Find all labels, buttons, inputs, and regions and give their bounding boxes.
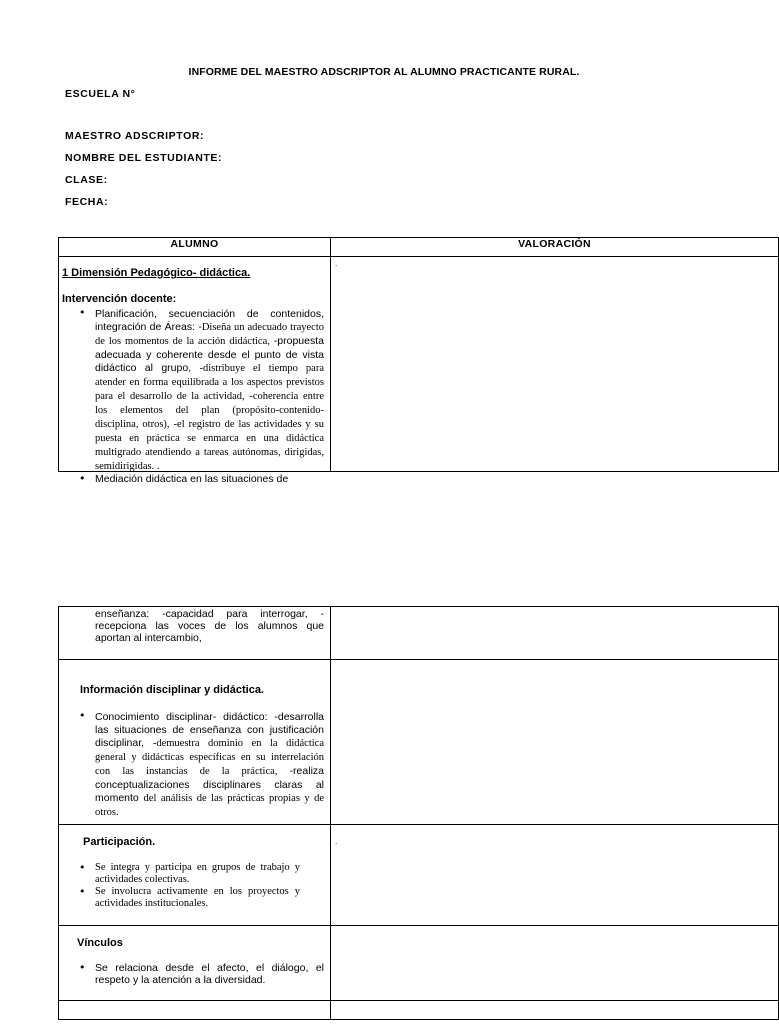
alumno-cell-dimension — [59, 257, 331, 485]
section-title-vinculos: Vínculos — [77, 937, 123, 949]
valoracion-cell-participacion[interactable] — [331, 825, 779, 926]
list-item-participacion-2: • Se involucra activamente en los proyectos y actividades institucionales. — [95, 886, 300, 910]
alumno-cell-continuation — [59, 607, 331, 660]
continuation-text: enseñanza: -capacidad para interrogar, -recepciona las voces de los alumnos que aportan al intercambio, — [95, 608, 324, 644]
table-row — [59, 257, 779, 472]
column-header-alumno: ALUMNO — [59, 238, 331, 257]
valoracion-cell-empty[interactable] — [331, 1001, 779, 1020]
document-title: INFORME DEL MAESTRO ADSCRIPTOR AL ALUMNO PRACTICANTE RURAL. — [188, 66, 580, 78]
valoracion-mark: . — [335, 837, 338, 846]
field-fecha: FECHA: — [65, 196, 109, 208]
valoracion-mark: . — [335, 259, 338, 268]
column-header-valoracion: VALORACIÓN — [331, 238, 779, 257]
alumno-cell-vinculos — [59, 926, 331, 1001]
participacion-list — [62, 862, 300, 910]
valoracion-cell-continuation[interactable] — [331, 607, 779, 660]
field-nombre-estudiante: NOMBRE DEL ESTUDIANTE: — [65, 152, 223, 164]
list-item-planificacion: • Planificación, secuenciación de contenidos, integración de Áreas: -Diseña un adecuado trayecto de los momentos de la acción didáctica, -propuesta adecuada y coherente desde el punto de vista didáctico al grupo, -distribuye el tiempo para atender en forma equilibrada a los aspectos previstos para el desarrollo de la actividad, -coherencia entre los elementos del plan (propósito-contenido- disciplina, otros), -el registro de las actividades y su puesta en práctica se enmarca en una didáctica multigrado atendiendo a tareas autónomas, dirigidas, semidirigidas. . — [95, 307, 324, 473]
valoracion-cell-dimension[interactable] — [331, 257, 779, 472]
table-row — [59, 660, 779, 825]
intervencion-list — [62, 307, 324, 485]
alumno-cell-informacion — [59, 660, 331, 825]
table-row — [59, 607, 779, 660]
field-clase: CLASE: — [65, 174, 108, 186]
table-row — [59, 825, 779, 926]
alumno-cell-empty — [59, 1001, 331, 1020]
evaluation-table-page-2 — [58, 606, 779, 1020]
list-item-conocimiento: • Conocimiento disciplinar- didáctico: -desarrolla las situaciones de enseñanza con justificación disciplinar, -demuestra dominio en la didáctica general y didácticas específicas en su interrelación con las instancias de la práctica, -realiza conceptualizaciones disciplinares claras al momento del análisis de las prácticas propias y de otros. — [95, 710, 324, 819]
valoracion-cell-informacion[interactable] — [331, 660, 779, 825]
table-row — [59, 1001, 779, 1020]
vinculos-list — [62, 962, 324, 986]
valoracion-cell-vinculos[interactable] — [331, 926, 779, 1001]
section-title-participacion: Participación. — [83, 836, 156, 848]
evaluation-table-page-1 — [58, 237, 779, 485]
section-title-informacion: Información disciplinar y didáctica. — [80, 684, 264, 696]
list-item-mediacion: • Mediación didáctica en las situaciones de — [95, 473, 324, 485]
field-maestro-adscriptor: MAESTRO ADSCRIPTOR: — [65, 130, 205, 142]
alumno-cell-participacion — [59, 825, 331, 926]
informacion-list — [62, 710, 324, 819]
field-escuela: ESCUELA N° — [65, 88, 136, 100]
list-item-vinculos: • Se relaciona desde el afecto, el diálogo, el respeto y la atención a la diversidad. — [95, 962, 324, 986]
table-row — [59, 926, 779, 1001]
section-title-dimension: 1 Dimensión Pedagógico- didáctica. — [62, 267, 251, 279]
table-header-row — [59, 238, 779, 257]
subsection-intervencion-docente: Intervención docente: — [62, 293, 177, 305]
list-item-participacion-1: • Se integra y participa en grupos de trabajo y actividades colectivas. — [95, 862, 300, 886]
